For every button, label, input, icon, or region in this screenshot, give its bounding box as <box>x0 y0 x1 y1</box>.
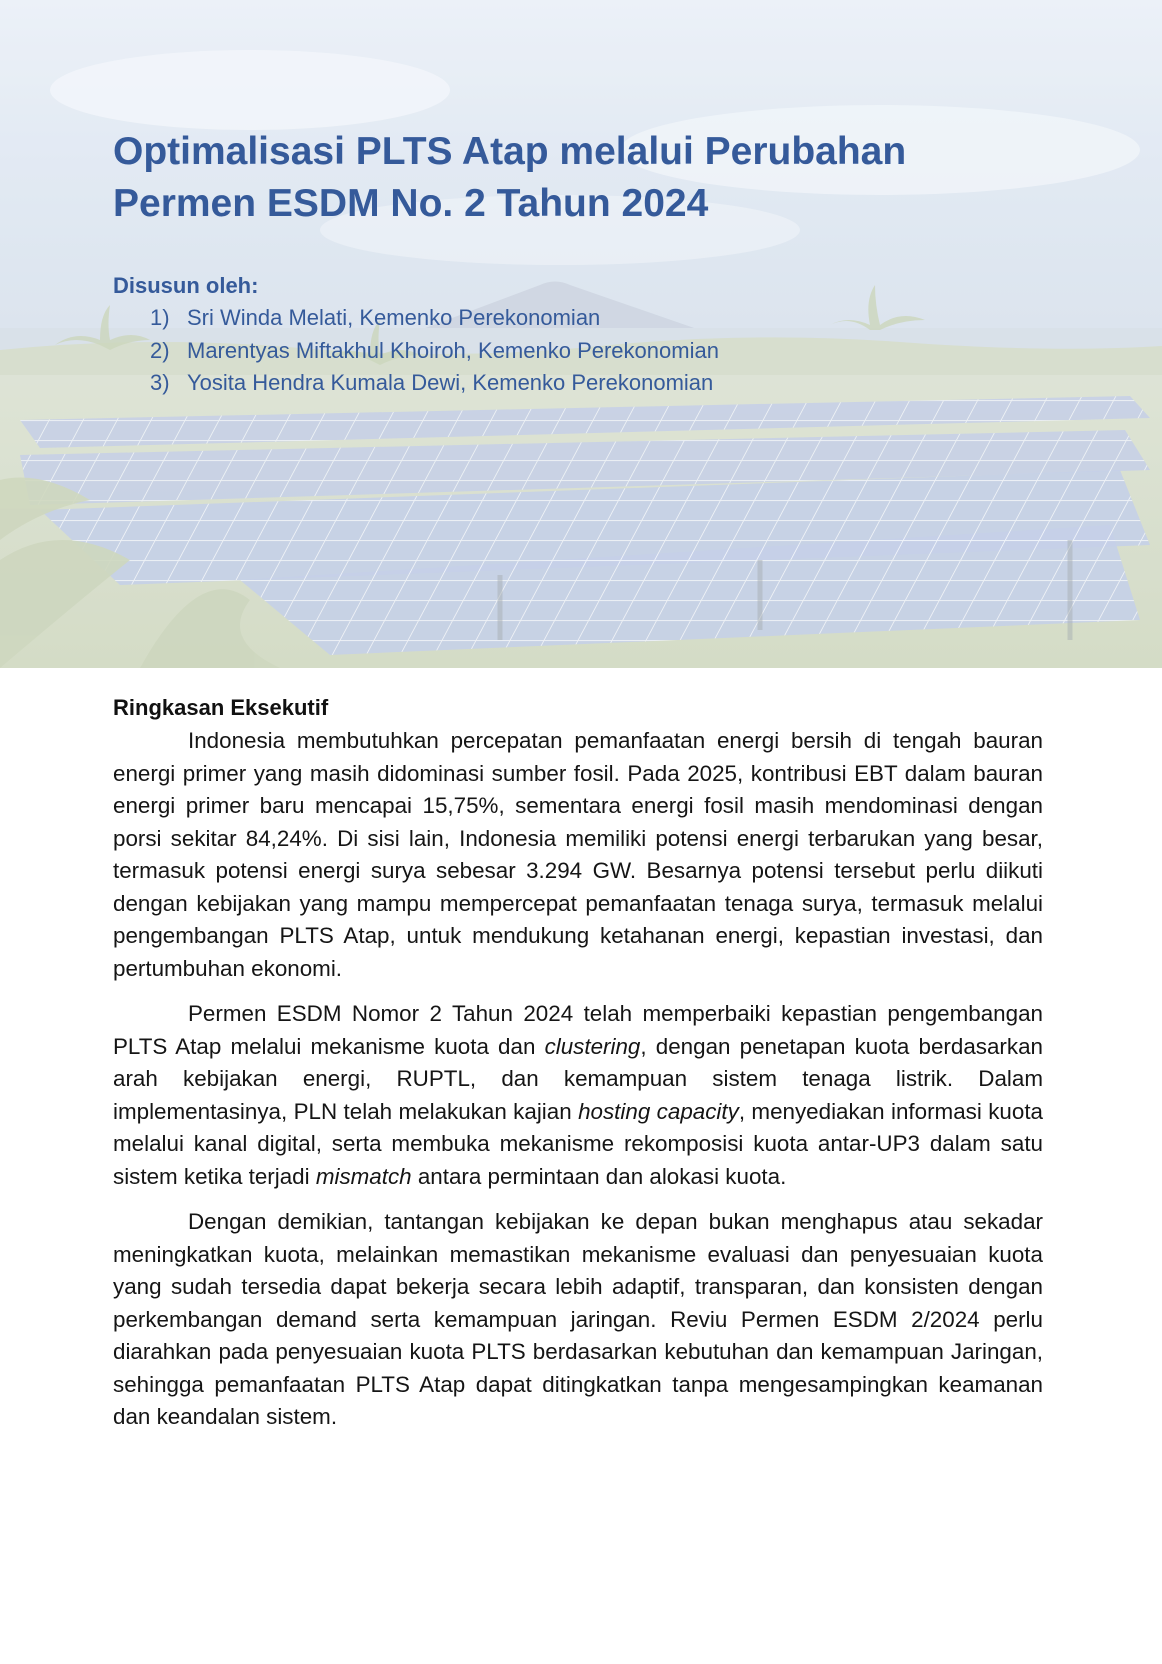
paragraph-3 <box>113 1206 1043 1434</box>
document-title <box>113 126 1073 230</box>
paragraph-2 <box>113 998 1043 1193</box>
paragraph-text: Indonesia membutuhkan percepatan pemanfaatan energi bersih di tengah bauran energi primer yang masih didominasi sumber fosil. Pada 2025, kontribusi EBT dalam bauran energi primer baru mencapai 15,75%, sementara energi fosil masih mendominasi dengan porsi sekitar 84,24%. Di sisi lain, Indonesia memiliki potensi energi terbarukan yang besar, termasuk potensi energi surya sebesar 3.294 GW. Besarnya potensi tersebut perlu diikuti dengan kebijakan yang mampu mempercepat pemanfaatan tenaga surya, termasuk melalui pengembangan PLTS Atap, untuk mendukung ketahanan energi, kepastian investasi, dan pertumbuhan ekonomi. <box>113 728 1043 981</box>
italic-term: clustering <box>544 1033 641 1059</box>
author-item <box>150 302 719 335</box>
executive-summary <box>113 725 1043 1447</box>
italic-term: mismatch <box>315 1163 412 1189</box>
authors-list <box>150 302 719 400</box>
section-heading: Ringkasan Eksekutif <box>113 695 329 720</box>
paragraph-1 <box>113 725 1043 985</box>
author-item <box>150 335 719 368</box>
paragraph-text: , dengan penetapan kuota berdasarkan arah kebijakan energi, RUPTL, dan kemampuan sistem tenaga listrik. Dalam implementasinya, PLN telah melakukan kajian <box>113 1033 1043 1124</box>
author-item <box>150 367 719 400</box>
paragraph-text: antara permintaan dan alokasi kuota. <box>411 1163 787 1189</box>
author-name: Marentyas Miftakhul Khoiroh, Kemenko Perekonomian <box>187 337 719 363</box>
paragraph-text: Permen ESDM Nomor 2 Tahun 2024 telah memperbaiki kepastian pengembangan PLTS Atap melalui mekanisme kuota dan <box>113 1001 1043 1059</box>
author-name: Yosita Hendra Kumala Dewi, Kemenko Perekonomian <box>187 370 714 395</box>
author-number: 3) <box>150 370 170 395</box>
italic-term: hosting capacity <box>578 1098 739 1124</box>
title-line-1: Optimalisasi PLTS Atap melalui Perubahan <box>113 130 907 173</box>
author-number: 1) <box>150 305 170 330</box>
author-name: Sri Winda Melati, Kemenko Perekonomian <box>187 305 601 330</box>
author-number: 2) <box>150 337 170 363</box>
title-line-2: Permen ESDM No. 2 Tahun 2024 <box>113 182 709 225</box>
paragraph-text: , menyediakan informasi kuota melalui kanal digital, serta membuka mekanisme rekomposisi kuota antar-UP3 dalam satu sistem ketika terjadi <box>113 1098 1043 1189</box>
authors-label: Disusun oleh: <box>113 273 259 298</box>
paragraph-text: Dengan demikian, tantangan kebijakan ke depan bukan menghapus atau sekadar meningkatkan kuota, melainkan memastikan mekanisme evaluasi dan penyesuaian kuota yang sudah tersedia dapat bekerja secara lebih adaptif, transparan, dan konsisten dengan perkembangan demand serta kemampuan jaringan. Reviu Permen ESDM 2/2024 perlu diarahkan pada penyesuaian kuota PLTS berdasarkan kebutuhan dan kemampuan Jaringan, sehingga pemanfaatan PLTS Atap dapat ditingkatkan tanpa mengesampingkan keamanan dan keandalan sistem. <box>113 1209 1043 1429</box>
